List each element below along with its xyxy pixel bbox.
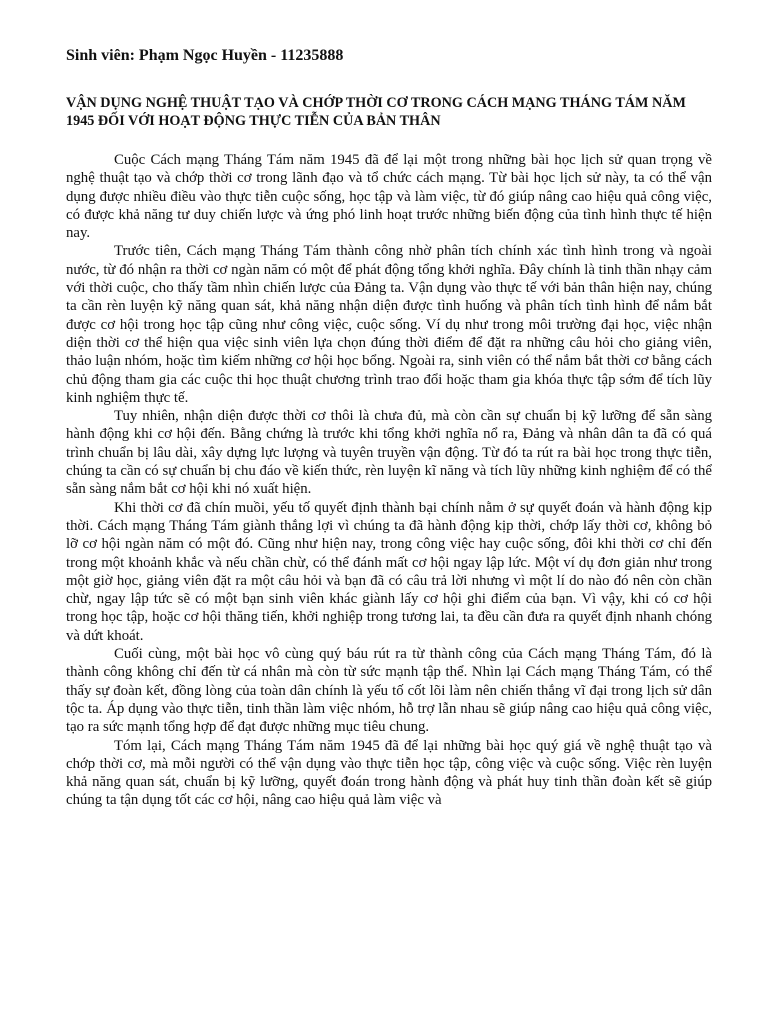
document-body [66,151,712,810]
paragraph-4: Khi thời cơ đã chín muồi, yếu tố quyết định thành bại chính nằm ở sự quyết đoán và hành động kịp thời. Cách mạng Tháng Tám giành thắng lợi vì chúng ta đã hành động kịp thời, chớp lấy thời cơ, không bỏ lỡ cơ hội ngàn năm có một đó. Cũng như hiện nay, trong công việc hay cuộc sống, đôi khi thời cơ chỉ đến trong một khoảnh khắc và nếu chần chừ, có thể đánh mất cơ hội ngay lập lức. Một ví dụ đơn giản như trong một giờ học, giảng viên đặt ra một câu hỏi và bạn đã có câu trả lời nhưng vì một lí do nào đó nên còn chần chừ, ngay lập tức sẽ có một bạn sinh viên khác giành lấy cơ hội ghi điểm của bạn. Vì vậy, khi có cơ hội trong học tập, hoặc cơ hội thăng tiến, khởi nghiệp trong tương lai, ta đều cần đưa ra quyết định nhanh chóng và dứt khoát. [66,499,712,644]
document-title: VẬN DỤNG NGHỆ THUẬT TẠO VÀ CHỚP THỜI CƠ TRONG CÁCH MẠNG THÁNG TÁM NĂM 1945 ĐỐI VỚI HOẠT ĐỘNG THỰC TIỄN CỦA BẢN THÂN [66,95,686,129]
paragraph-1: Cuộc Cách mạng Tháng Tám năm 1945 đã để lại một trong những bài học lịch sử quan trọng về nghệ thuật tạo và chớp thời cơ trong lãnh đạo và tổ chức cách mạng. Từ bài học lịch sử này, ta có thể vận dụng được nhiều điều vào thực tiễn cuộc sống, học tập và làm việc, từ đó giúp nâng cao hiệu quả công việc, có được khả năng tư duy chiến lược và ứng phó linh hoạt trước những biến động của tình hình thực tế hiện nay. [66,152,712,242]
author-line: Sinh viên: Phạm Ngọc Huyền - 11235888 [66,47,344,64]
paragraph-5: Cuối cùng, một bài học vô cùng quý báu rút ra từ thành công của Cách mạng Tháng Tám, đó là thành công không chỉ đến từ cá nhân mà còn từ sức mạnh tập thể. Nhìn lại Cách mạng Tháng Tám, có thể thấy sự đoàn kết, đồng lòng của toàn dân chính là yếu tố cốt lõi làm nên chiến thắng vĩ đại trong lịch sử dân tộc ta. Áp dụng vào thực tiễn, tinh thần làm việc nhóm, hỗ trợ lẫn nhau sẽ giúp nâng cao hiệu quả công việc, tạo ra sức mạnh tổng hợp để đạt được những mục tiêu chung. [66,646,712,736]
paragraph-3: Tuy nhiên, nhận diện được thời cơ thôi là chưa đủ, mà còn cần sự chuẩn bị kỹ lưỡng để sẵn sàng hành động khi cơ hội đến. Bằng chứng là trước khi tổng khởi nghĩa nổ ra, Đảng và nhân dân ta đã có quá trình chuẩn bị lâu dài, xây dựng lực lượng và tuyên truyền vận động. Từ đó ta rút ra bài học trong thực tiễn, chúng ta cần có sự chuẩn bị chu đáo về kiến thức, rèn luyện kĩ năng và tích lũy những kinh nghiệm để có thể sẵn sàng nắm bắt cơ hội khi nó xuất hiện. [66,408,712,498]
paragraph-6: Tóm lại, Cách mạng Tháng Tám năm 1945 đã để lại những bài học quý giá về nghệ thuật tạo và chớp thời cơ, mà mỗi người có thể vận dụng vào thực tiễn học tập, công việc và cuộc sống. Việc rèn luyện khả năng quan sát, chuẩn bị kỹ lưỡng, quyết đoán trong hành động và phát huy tinh thần đoàn kết sẽ giúp chúng ta tận dụng tốt các cơ hội, nâng cao hiệu quả làm việc và [66,737,712,809]
paragraph-2: Trước tiên, Cách mạng Tháng Tám thành công nhờ phân tích chính xác tình hình trong và ngoài nước, từ đó nhận ra thời cơ ngàn năm có một để phát động tổng khởi nghĩa. Đây chính là tinh thần nhạy cảm với thời cuộc, cho thấy tầm nhìn chiến lược của Đảng ta. Vận dụng vào thực tế với bản thân hiện nay, chúng ta cần rèn luyện kỹ năng quan sát, khả năng nhận diện được tình huống và phân tích tình hình để nắm bắt được cơ hội trong học tập cũng như công việc, cuộc sống. Ví dụ như trong môi trường đại học, việc nhận diện thời cơ thể hiện qua việc sinh viên lựa chọn đúng thời điểm để đặt ra những câu hỏi cho giảng viên, thảo luận nhóm, hoặc tìm kiếm những cơ hội học bổng. Ngoài ra, sinh viên có thể nắm bắt thời cơ bằng cách chủ động tham gia các cuộc thi học thuật chương trình trao đổi hoặc tham gia khóa thực tập sớm để tích lũy kinh nghiệm thực tế. [66,243,712,406]
